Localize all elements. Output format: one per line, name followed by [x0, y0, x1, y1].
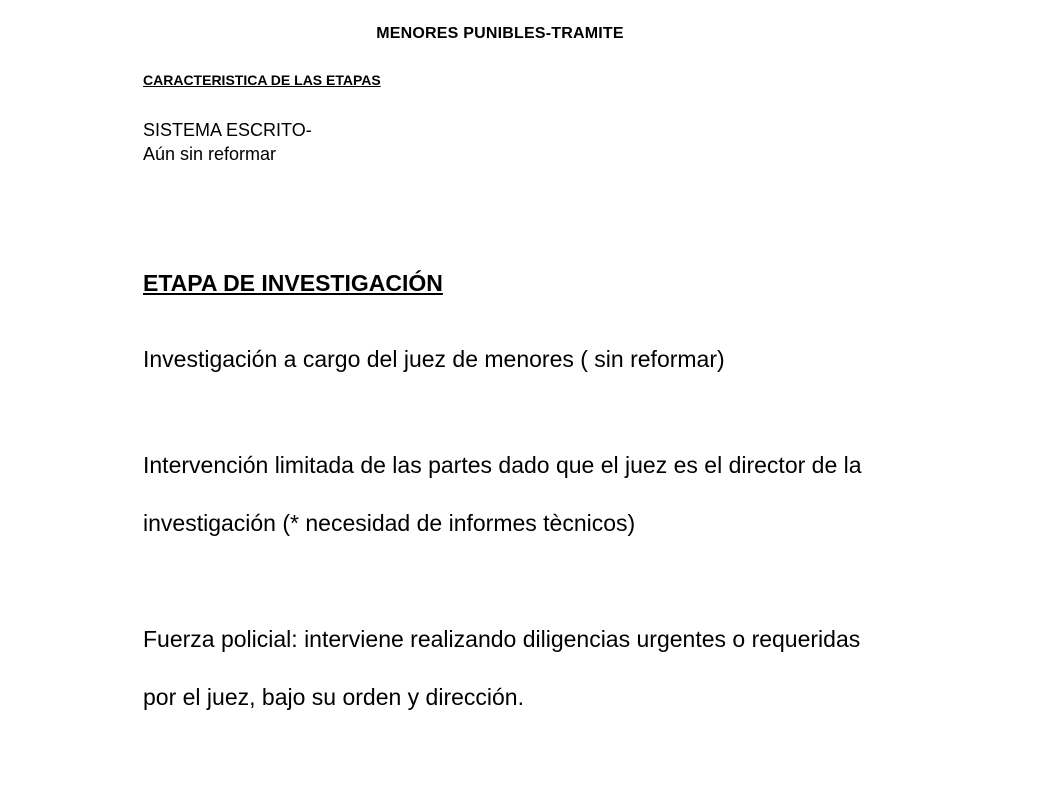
- paragraph-police-force: Fuerza policial: interviene realizando diligencias urgentes o requeridas por el juez, bajo su orden y dirección.: [143, 626, 861, 710]
- system-line-2: Aún sin reformar: [143, 144, 277, 164]
- stage-heading: ETAPA DE INVESTIGACIÓN: [143, 270, 443, 296]
- slide-subtitle: CARACTERISTICA DE LAS ETAPAS: [143, 72, 381, 88]
- system-note: [143, 118, 312, 166]
- slide-title: MENORES PUNIBLES-TRAMITE: [376, 25, 624, 42]
- paragraph-parties-intervention: Intervención limitada de las partes dado que el juez es el director de la investigación (* necesidad de informes tècnicos): [143, 452, 862, 536]
- system-line-1: SISTEMA ESCRITO-: [143, 120, 312, 140]
- paragraph-investigation-judge: Investigación a cargo del juez de menores ( sin reformar): [143, 346, 725, 372]
